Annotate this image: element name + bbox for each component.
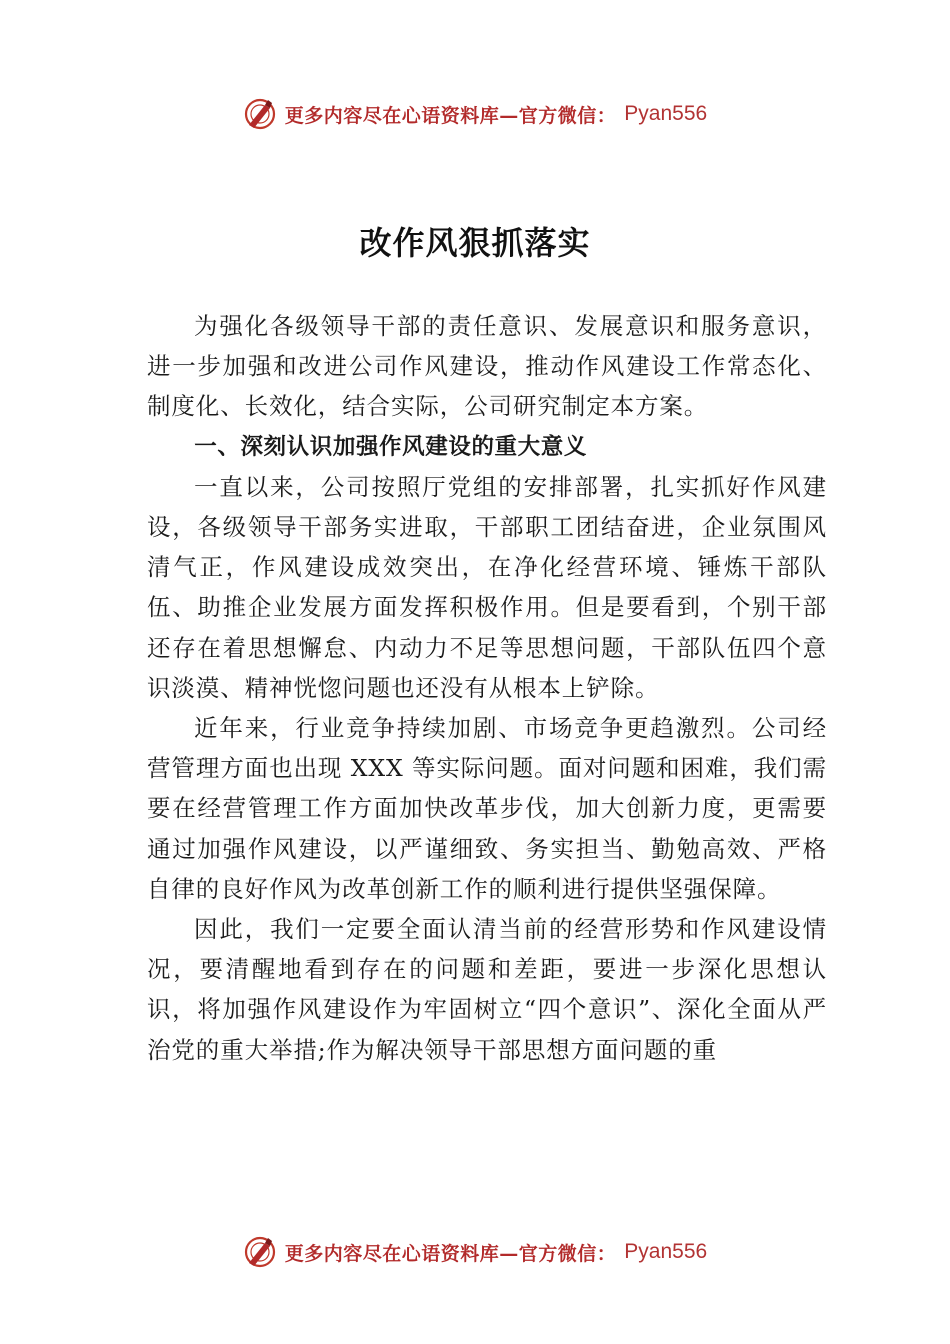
document-title: 改作风狠抓落实: [359, 224, 591, 262]
document-body: [147, 306, 827, 1070]
banner-text: 更多内容尽在心语资料库—官方微信：: [284, 104, 617, 127]
pen-logo-icon: [243, 97, 277, 131]
header-banner: [0, 94, 950, 134]
body-paragraph: 一直以来，公司按照厅党组的安排部署，扎实抓好作风建设，各级领导干部务实进取，干部职工团结奋进，企业氛围风清气正，作风建设成效突出，在净化经营环境、锤炼干部队伍、助推企业发展方面发挥积极作用。但是要看到，个别干部还存在着思想懈怠、内动力不足等思想问题，干部队伍四个意识淡漠、精神恍惚问题也还没有从根本上铲除。: [147, 472, 827, 702]
footer-banner: [0, 1232, 950, 1272]
body-paragraph: 因此，我们一定要全面认清当前的经营形势和作风建设情况，要清醒地看到存在的问题和差距，要进一步深化思想认识，将加强作风建设作为牢固树立“四个意识”、深化全面从严治党的重大举措;作为解决领导干部思想方面问题的重: [147, 915, 827, 1064]
pen-logo-icon: [243, 1235, 277, 1269]
banner-text: 更多内容尽在心语资料库—官方微信：: [284, 1242, 617, 1265]
intro-paragraph: 为强化各级领导干部的责任意识、发展意识和服务意识，进一步加强和改进公司作风建设，推动作风建设工作常态化、制度化、长效化，结合实际，公司研究制定本方案。: [147, 312, 827, 421]
banner-wechat-id: Pyan556: [624, 1240, 708, 1263]
banner-wechat-id: Pyan556: [624, 102, 708, 125]
body-paragraph: 近年来，行业竞争持续加剧、市场竞争更趋激烈。公司经营管理方面也出现 XXX 等实际问题。面对问题和困难，我们需要在经营管理工作方面加快改革步伐，加大创新力度，更需要通过加强作风建设，以严谨细致、务实担当、勤勉高效、严格自律的良好作风为改革创新工作的顺利进行提供坚强保障。: [147, 714, 827, 903]
section-heading: 一、深刻认识加强作风建设的重大意义: [194, 433, 587, 460]
